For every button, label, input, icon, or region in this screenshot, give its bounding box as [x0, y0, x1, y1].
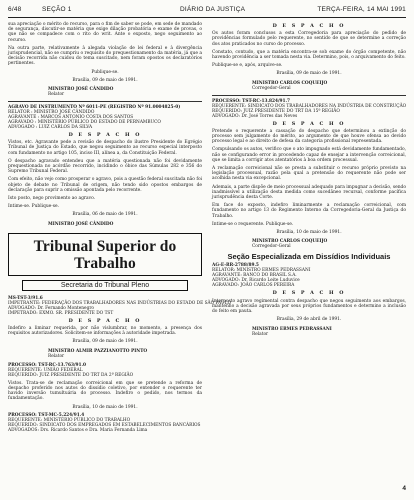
signature-name: MINISTRO CARLOS COQUEIJO — [252, 80, 328, 86]
case-party: REQUERIDO: SINDICATO DOS EMPREGADOS EM ESTABELECIMENTOS BANCÁRIOS — [8, 422, 201, 428]
page-header — [8, 6, 406, 17]
case-party: REQUERIDO: JUIZ PRESIDENTE DO TRT DA 2ª REGIÃO — [8, 372, 134, 378]
case-party: IMPETRADO: EXMO. SR. PRESIDENTE DO TST — [8, 310, 114, 316]
case-number: AGRAVO DE INSTRUMENTO Nº 6011-PE (REGISTRO Nº 91.0004825-0) — [8, 105, 181, 111]
case-party: AGRAVANTE : MARCOS ANTONIO COSTA DOS SANTOS — [8, 115, 134, 121]
case-party: ADVOGADOS: Drs. Ricardo Santos e Dra. Maria Fernanda Lima — [8, 427, 148, 433]
signature-block — [252, 327, 406, 337]
despacho-heading: D E S P A C H O — [272, 290, 346, 297]
case-party: ADVOGADO: Dr. Fernando Montenegro — [8, 305, 94, 311]
paragraph: Intime-se. Publique-se. — [8, 204, 59, 210]
paragraph: Em face do exposto, indefiro liminarmente a reclamação correicional, com fundamento no artigo 13 do Regimento Interno da Corregedoria-Geral da Justiça do Trabalho. — [212, 203, 406, 219]
case-party: REQUERIDO: JUIZ PRESIDENTE DO TRT DA 15ª REGIÃO — [212, 108, 340, 114]
dateline: Brasília, 29 de abril de 1991. — [276, 317, 342, 323]
paragraph: Intime-se o requerente. Publique-se. — [212, 221, 294, 227]
case-party: ADVOGADO : LUIZ CARLOS DA SILVA — [8, 125, 93, 131]
case-header — [212, 99, 406, 119]
signature-name: MINISTRO CARLOS COQUEIJO — [252, 239, 328, 245]
signature-name: MINISTRO ERMES PEDRASSANI — [252, 326, 332, 332]
header-rule — [8, 17, 406, 18]
paragraph: Publique-se. — [91, 69, 119, 75]
paragraph: Vistos. Trata-se de reclamação correicional em que se pretende a reforma de despacho proferido nos autos do dissídio coletivo, por entender o requerente ter havido inversão tumultuária do processo. Indefiro o pedido, nos termos da fundamentação. — [8, 380, 202, 402]
signature-role: Relator — [252, 331, 269, 337]
paragraph: Com efeito, não vejo como prosperar o agravo, pois a questão federal suscitada não foi objeto de debate no Tribunal de origem, não tendo sido opostos embargos de declaração para suprir a omissão apontada pelo recorrente. — [8, 177, 202, 193]
header-journal-title: DIÁRIO DA JUSTIÇA — [180, 6, 246, 13]
dateline: Brasília, 09 de maio de 1991. — [276, 71, 342, 77]
case-number: MS-TST-3/91.6 — [8, 295, 43, 301]
divider — [8, 101, 202, 102]
paragraph: sua apreciação o mérito do recurso, para o fim de saber se pode, em sede de mandado de segurança, discutir-se matéria que exige dilação probatória e exame de provas, o que não se compadece com o rito do writ. Ante o exposto, nego seguimento ao recurso. — [8, 22, 202, 43]
case-party: REQUERENTE: UNIÃO FEDERAL — [8, 367, 83, 373]
case-party: ADVOGADO: Dr. José Torres das Neves — [212, 113, 298, 119]
signature-block — [48, 87, 202, 97]
case-header — [8, 295, 232, 316]
case-party: IMPETRANTE: FEDERAÇÃO DOS TRABALHADORES NAS INDÚSTRIAS DO ESTADO DE SÃO PAULO — [8, 300, 232, 306]
case-party: RELATOR: MINISTRO ERMES PEDRASSANI — [212, 268, 311, 274]
dateline: Brasília, 09 de maio de 1991. — [72, 339, 138, 345]
paragraph: Vistos, etc. Agravante pede a revisão de despacho do ilustre Presidente do Egrégio Tribunal de Justiça do Estado, que negou seguimento ao recurso especial interposto com fundamento no artigo 105, inciso III, alínea a, da Constituição Federal. — [8, 140, 202, 156]
signature-name: MINISTRO JOSÉ CÂNDIDO — [48, 87, 114, 93]
signature-block — [252, 239, 406, 249]
header-date: TERÇA-FEIRA, 14 MAI 1991 — [317, 6, 406, 13]
case-party: AGRAVADO : MINISTÉRIO PÚBLICO DO ESTADO DE PERNAMBUCO — [8, 120, 161, 126]
paragraph: Pretende o requerente a cassação do despacho que determinou a extinção do processo sem julgamento do mérito, ao argumento de que houve ofensa ao devido processo legal e ao direito de defesa da categoria profissional representada. — [212, 128, 406, 145]
divider — [212, 95, 406, 96]
signature-role: Corregedor-Geral — [252, 85, 291, 91]
signature-name: MINISTRO ALMIR PAZZIANOTTO PINTO — [48, 348, 148, 354]
dateline: Brasília, 09 de maio de 1991. — [72, 77, 138, 83]
despacho-heading: D E S P A C H O — [68, 132, 142, 139]
paragraph: O despacho agravado entendeu que a matéria questionada não foi devidamente prequestionada no acórdão recorrido, incidindo o óbice das Súmulas 282 e 356 do Supremo Tribunal Federal. — [8, 158, 202, 175]
despacho-heading: D E S P A C H O — [272, 120, 346, 127]
tst-masthead: Tribunal Superior do Trabalho — [8, 233, 202, 276]
paragraph: A reclamação correicional não se presta a substituir o recurso próprio previsto na legislação processual, razão pela qual a pretensão do requerente não pode ser acolhida nesta via excepcional. — [212, 166, 406, 182]
case-number: PROCESSO: TST-RC-13.824/91.7 — [212, 98, 290, 104]
section-box: Secretaria do Tribunal Pleno — [22, 280, 188, 291]
case-number: PROCESSO: TST-RC-13.763/91.0 — [8, 362, 86, 368]
case-party: REQUERENTE: MINISTÉRIO PÚBLICO DO TRABALHO — [8, 417, 131, 423]
case-header — [8, 105, 202, 130]
signature-block — [252, 81, 406, 91]
dateline: Brasília, 10 de maio de 1991. — [276, 230, 342, 236]
case-header — [212, 263, 406, 288]
signature-role: Relator — [48, 353, 65, 359]
paragraph: Interposto agravo regimental contra despacho que negou seguimento aos embargos, mantenho a decisão agravada por seus próprios fundamentos e determino a inclusão do feito em pauta. — [212, 298, 406, 315]
left-column — [8, 22, 232, 436]
header-page-number: 6/48 — [8, 6, 22, 13]
signature-block — [48, 349, 202, 359]
paragraph: Isto posto, nego provimento ao agravo. — [8, 196, 96, 202]
header-section: SEÇÃO 1 — [42, 6, 72, 13]
paragraph: Publique-se e, após, arquive-se. — [212, 63, 283, 69]
case-party: ADVOGADO: Dr. Ricardo Leite Luduvice — [212, 278, 300, 284]
right-column — [212, 22, 406, 341]
case-party: AGRAVANTE: BANCO DO BRASIL S.A. — [212, 273, 297, 279]
case-header — [8, 363, 202, 378]
paragraph: Compulsando os autos, verifico que o ato impugnado está devidamente fundamentado, não se configurando error in procedendo capaz de ensejar a intervenção correicional, que se limita a corrigir atos atentatórios à boa ordem processual. — [212, 147, 406, 163]
case-number: AG-E-RR-2788/89.5 — [212, 263, 259, 269]
paragraph: Indefiro a liminar requerida, por não vislumbrar, no momento, a presença dos requisitos autorizadores. Solicitem-se informações à autoridade impetrada. — [8, 326, 202, 337]
paragraph: Os autos foram conclusos a esta Corregedoria para apreciação do pedido de providências formulado pelo requerente, no sentido de que se determine a correção dos atos praticados no curso do processo. — [212, 31, 406, 47]
case-party: REQUERENTE: SINDICATO DOS TRABALHADORES NA INDÚSTRIA DE CONSTRUÇÃO — [212, 103, 407, 109]
despacho-heading: D E S P A C H O — [272, 23, 346, 29]
section-heading: Seção Especializada em Dissídios Individuais — [227, 252, 391, 262]
signature-role: Corregedor-Geral — [252, 244, 291, 250]
dateline: Brasília, 10 de maio de 1991. — [72, 404, 138, 410]
signature-block — [48, 222, 202, 227]
case-party: RELATOR : MINISTRO JOSÉ CÂNDIDO — [8, 110, 95, 116]
paragraph: Ademais, a parte dispõe de meio processual adequado para impugnar a decisão, sendo inadmissível a utilização desta medida como sucedâneo recursal, conforme pacífica jurisprudência desta Corte. — [212, 184, 406, 201]
case-number: PROCESSO: TST-MC-5.224/91.4 — [8, 412, 85, 418]
case-header — [8, 413, 202, 433]
signature-role: Relator — [48, 92, 65, 98]
paragraph: Na outra parte, relativamente à alegada violação de lei federal e à divergência jurisprudencial, não se cumpriu o requisito do prequestionamento da matéria, já que a decisão recorrida não cuidou do tema suscitado, nem foram opostos os declaratórios pertinentes. — [8, 45, 202, 67]
despacho-heading: D E S P A C H O — [68, 317, 142, 324]
signature-name: MINISTRO JOSÉ CÂNDIDO — [48, 221, 114, 227]
case-party: AGRAVADO: JOÃO CARLOS PEREIRA — [212, 283, 295, 289]
paragraph: Constato, contudo, que a matéria encontra-se sob exame do órgão competente, não havendo providência a ser tomada nesta via. Determino, pois, o arquivamento do feito. — [212, 49, 406, 61]
dateline: Brasília, 06 de maio de 1991. — [72, 212, 138, 218]
page-marker: 4 — [402, 485, 406, 492]
